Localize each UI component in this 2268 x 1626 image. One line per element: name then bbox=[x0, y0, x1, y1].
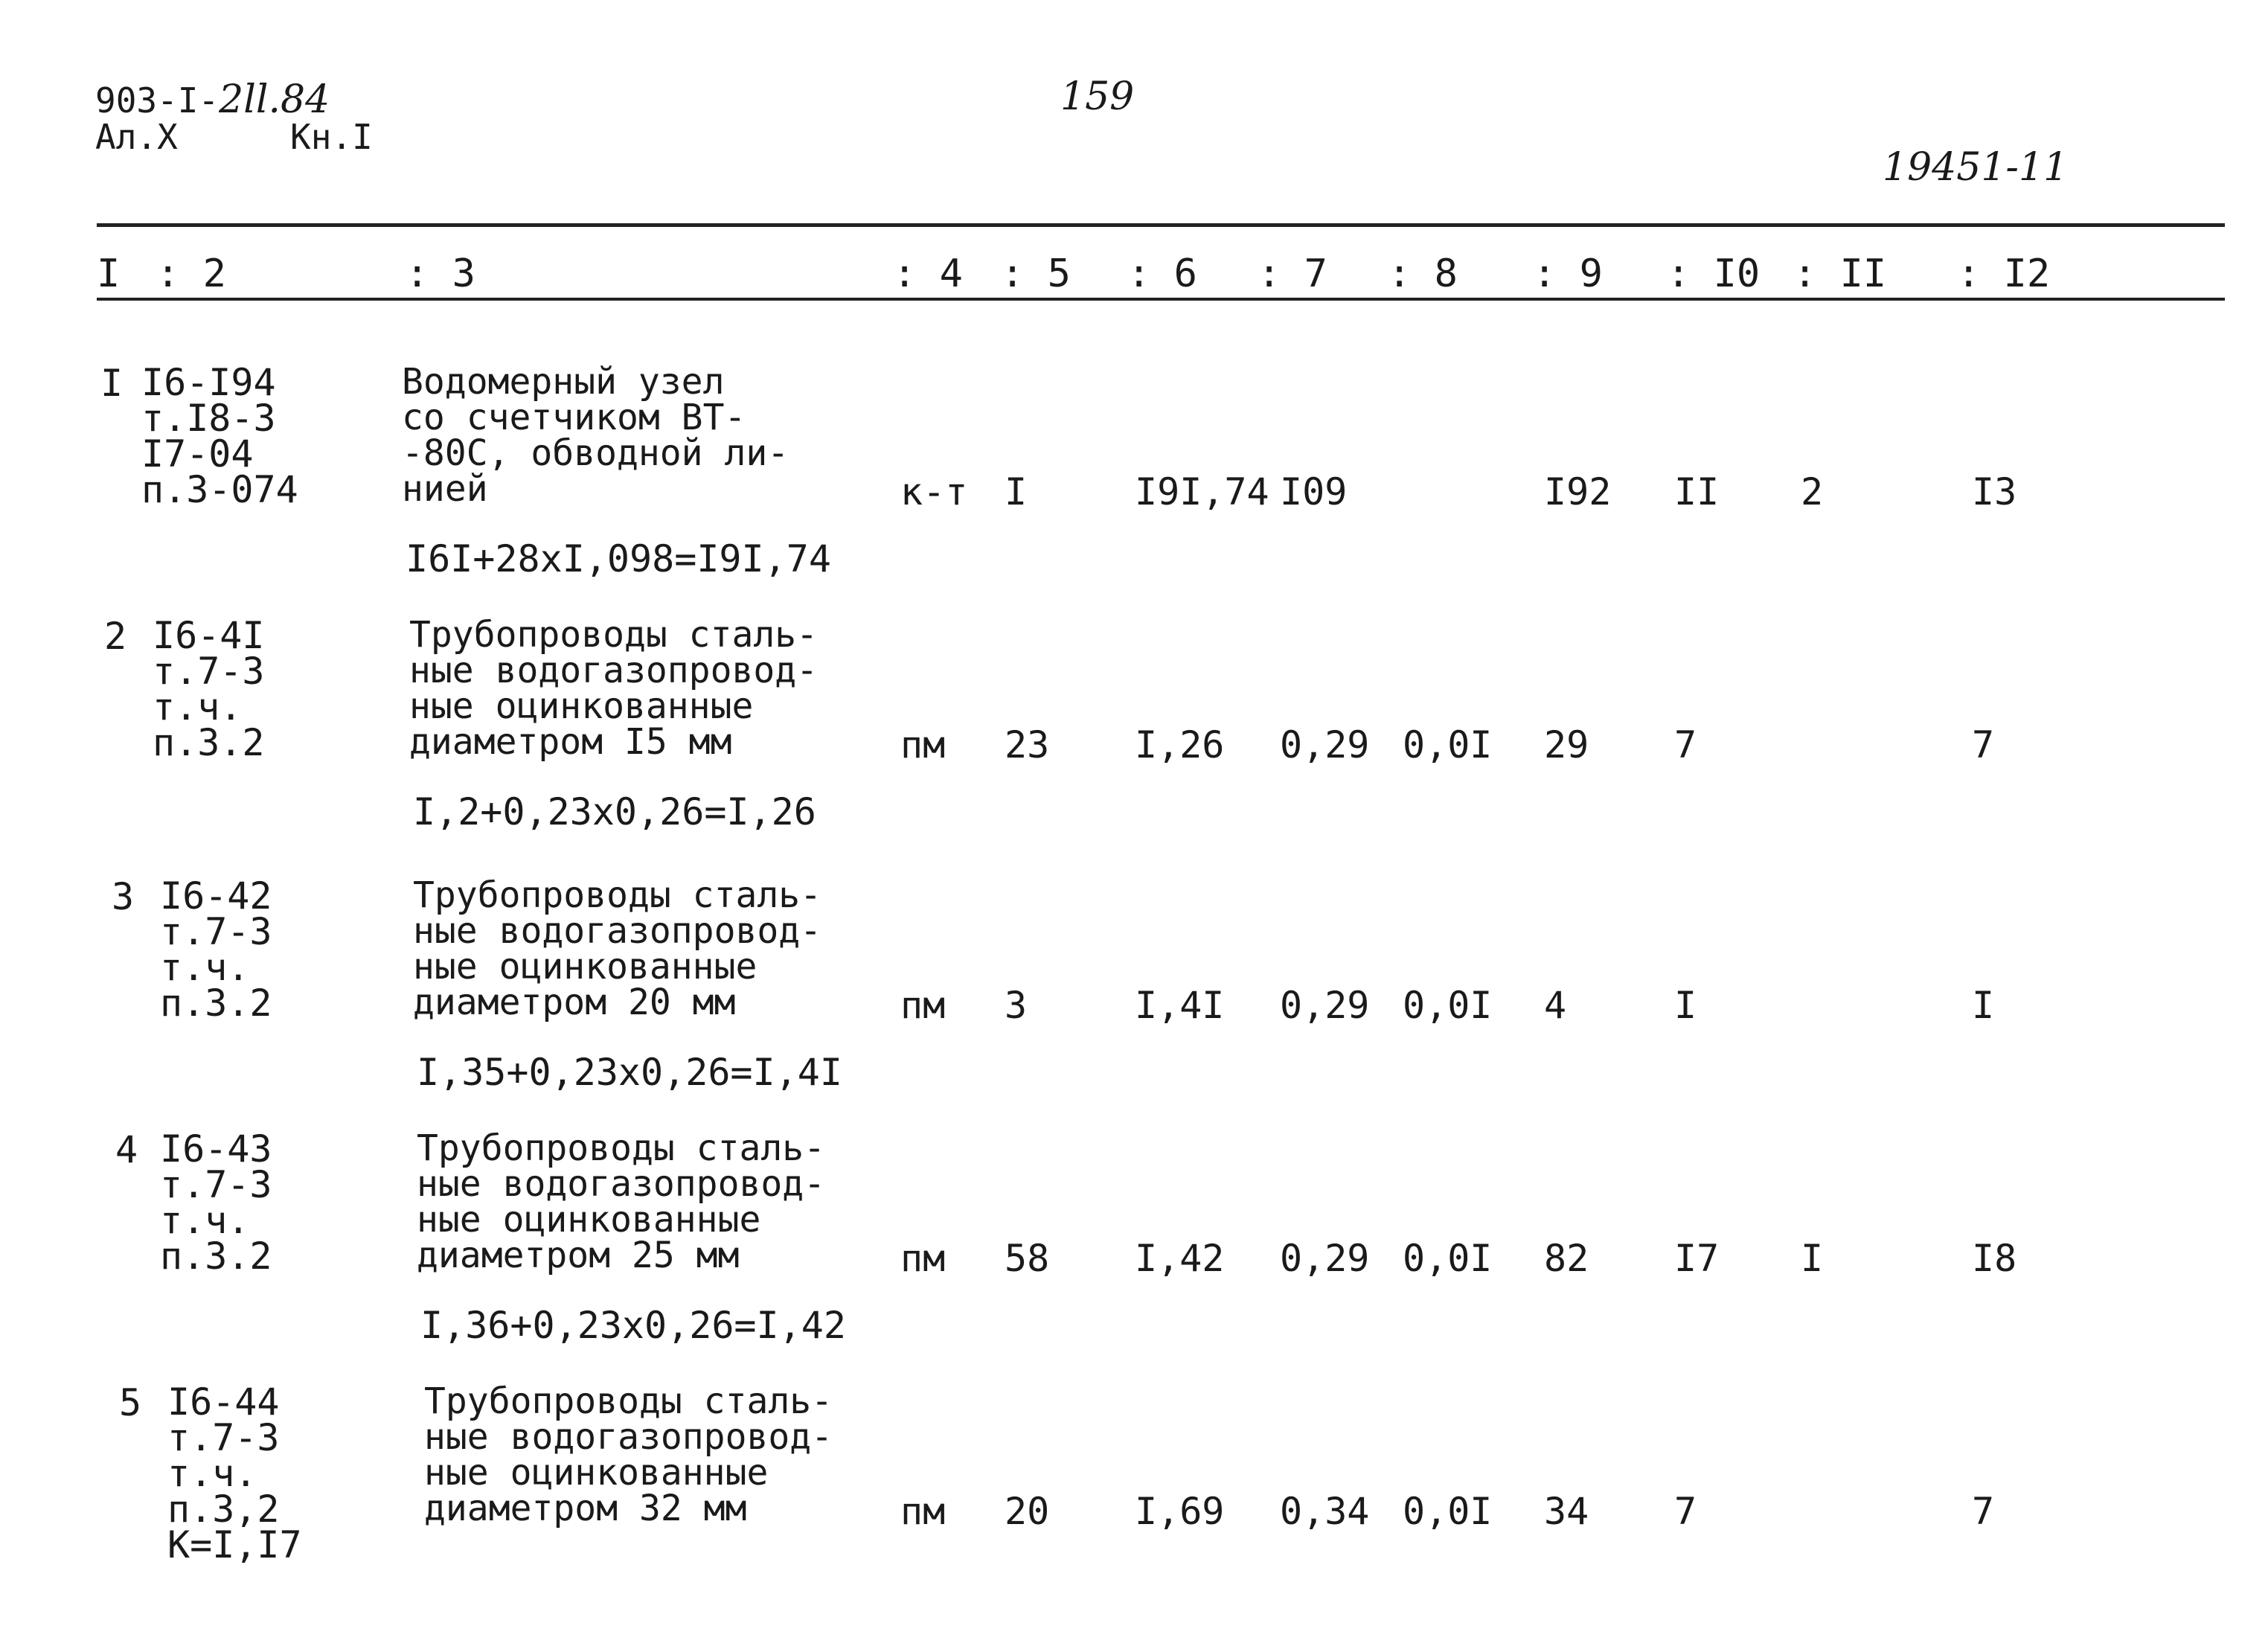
row-number: I bbox=[100, 362, 124, 405]
work-description-line: ные водогазопровод- bbox=[409, 650, 819, 691]
column-7-cell: 0,29 bbox=[1280, 1237, 1370, 1280]
norm-code-line: I6-42 bbox=[160, 874, 272, 918]
norm-code-line: п.3-074 bbox=[141, 468, 298, 511]
work-description-line: со счетчиком ВТ- bbox=[402, 397, 746, 438]
row-number: 2 bbox=[104, 615, 127, 658]
column-11-cell: 2 bbox=[1801, 470, 1824, 513]
column-11-cell: I bbox=[1801, 1237, 1824, 1280]
column-header-11: : II bbox=[1793, 252, 1887, 296]
calculation-formula: I,36+0,23x0,26=I,42 bbox=[420, 1304, 846, 1347]
row-number: 5 bbox=[119, 1381, 142, 1424]
column-9-cell: 34 bbox=[1544, 1490, 1589, 1533]
column-header-10: : I0 bbox=[1667, 252, 1761, 296]
column-header-1: I bbox=[97, 252, 121, 296]
column-5-cell: 20 bbox=[1005, 1490, 1050, 1533]
norm-code-line: т.ч. bbox=[153, 685, 243, 729]
work-description-line: ные водогазопровод- bbox=[424, 1416, 833, 1458]
column-8-cell: 0,0I bbox=[1403, 1237, 1493, 1280]
column-7-cell: 0,29 bbox=[1280, 984, 1370, 1027]
work-description-line: диаметром I5 мм bbox=[409, 721, 732, 763]
page-number: 159 bbox=[1060, 74, 1135, 119]
work-description-line: ные оцинкованные bbox=[424, 1452, 769, 1494]
document-code-prefix: 903-I- bbox=[95, 80, 220, 121]
norm-code-line: I7-04 bbox=[141, 432, 254, 476]
work-description-line: диаметром 32 мм bbox=[424, 1488, 747, 1529]
column-7-cell: 0,29 bbox=[1280, 723, 1370, 766]
column-9-cell: I92 bbox=[1544, 470, 1612, 513]
column-12-cell: 7 bbox=[1972, 1490, 1995, 1533]
column-12-cell: 7 bbox=[1972, 723, 1995, 766]
unit-cell: пм bbox=[900, 1237, 946, 1280]
norm-code-line: т.ч. bbox=[160, 946, 250, 989]
norm-code-line: т.ч. bbox=[167, 1452, 257, 1495]
column-9-cell: 82 bbox=[1544, 1237, 1589, 1280]
column-header-6: : 6 bbox=[1127, 252, 1197, 296]
norm-code-line: I6-4I bbox=[153, 614, 265, 657]
unit-cell: пм bbox=[900, 1490, 946, 1533]
calculation-formula: I,35+0,23x0,26=I,4I bbox=[417, 1051, 842, 1094]
column-10-cell: 7 bbox=[1674, 1490, 1697, 1533]
column-header-5: : 5 bbox=[1001, 252, 1071, 296]
work-description-line: -80С, обводной ли- bbox=[402, 432, 789, 474]
column-5-cell: I bbox=[1005, 470, 1028, 513]
work-description-line: нией bbox=[402, 468, 488, 510]
column-8-cell: 0,0I bbox=[1403, 723, 1493, 766]
norm-code-line: п.3.2 bbox=[160, 1235, 272, 1278]
norm-code-line: т.7-3 bbox=[167, 1416, 280, 1459]
row-number: 3 bbox=[112, 875, 135, 918]
column-10-cell: I7 bbox=[1674, 1237, 1720, 1280]
book-label: Кн.I bbox=[290, 117, 373, 157]
unit-cell: пм bbox=[900, 984, 946, 1027]
document-code bbox=[95, 77, 330, 122]
row-number: 4 bbox=[115, 1128, 138, 1171]
column-10-cell: I bbox=[1674, 984, 1697, 1027]
column-header-4: : 4 bbox=[893, 252, 963, 296]
norm-code-line: п.3,2 bbox=[167, 1488, 280, 1531]
column-8-cell: 0,0I bbox=[1403, 984, 1493, 1027]
column-5-cell: 58 bbox=[1005, 1237, 1050, 1280]
norm-code-line: п.3.2 bbox=[160, 982, 272, 1025]
column-header-9: : 9 bbox=[1533, 252, 1603, 296]
column-8-cell: 0,0I bbox=[1403, 1490, 1493, 1533]
column-12-cell: I8 bbox=[1972, 1237, 2017, 1280]
work-description-line: ные оцинкованные bbox=[417, 1199, 761, 1241]
unit-cell: пм bbox=[900, 723, 946, 766]
album-label: Ал.X bbox=[95, 117, 178, 157]
column-header-3: : 3 bbox=[406, 252, 475, 296]
norm-code-line: п.3.2 bbox=[153, 721, 265, 764]
column-header-2: : 2 bbox=[156, 252, 226, 296]
column-header-12: : I2 bbox=[1957, 252, 2051, 296]
top-rule bbox=[97, 223, 2225, 227]
column-9-cell: 4 bbox=[1544, 984, 1567, 1027]
column-5-cell: 3 bbox=[1005, 984, 1028, 1027]
column-7-cell: 0,34 bbox=[1280, 1490, 1370, 1533]
register-number: 19451-11 bbox=[1883, 145, 2069, 190]
column-10-cell: II bbox=[1674, 470, 1720, 513]
column-9-cell: 29 bbox=[1544, 723, 1589, 766]
work-description-line: диаметром 20 мм bbox=[413, 982, 736, 1023]
norm-code-line: т.I8-3 bbox=[141, 397, 276, 440]
work-description-line: диаметром 25 мм bbox=[417, 1235, 740, 1276]
work-description-line: Трубопроводы сталь- bbox=[409, 614, 819, 656]
column-10-cell: 7 bbox=[1674, 723, 1697, 766]
column-12-cell: I3 bbox=[1972, 470, 2017, 513]
norm-code-line: т.7-3 bbox=[160, 1163, 272, 1206]
column-6-cell: I,26 bbox=[1135, 723, 1225, 766]
work-description-line: ные водогазопровод- bbox=[417, 1163, 826, 1205]
column-6-cell: I,4I bbox=[1135, 984, 1225, 1027]
document-code-handwritten: 2ll.84 bbox=[219, 77, 330, 122]
work-description-line: ные водогазопровод- bbox=[413, 910, 822, 952]
column-5-cell: 23 bbox=[1005, 723, 1050, 766]
work-description-line: Трубопроводы сталь- bbox=[413, 874, 822, 916]
norm-code-line: т.ч. bbox=[160, 1199, 250, 1242]
norm-code-line: I6-44 bbox=[167, 1380, 280, 1424]
column-7-cell: I09 bbox=[1280, 470, 1348, 513]
header-rule bbox=[97, 298, 2225, 301]
column-6-cell: I,69 bbox=[1135, 1490, 1225, 1533]
column-6-cell: I9I,74 bbox=[1135, 470, 1269, 513]
unit-cell: к-т bbox=[900, 470, 968, 513]
work-description-line: Трубопроводы сталь- bbox=[417, 1127, 826, 1169]
norm-code-line: I6-I94 bbox=[141, 361, 276, 404]
column-header-7: : 7 bbox=[1258, 252, 1327, 296]
work-description-line: Водомерный узел bbox=[402, 361, 725, 403]
column-6-cell: I,42 bbox=[1135, 1237, 1225, 1280]
column-header-8: : 8 bbox=[1388, 252, 1458, 296]
calculation-formula: I,2+0,23x0,26=I,26 bbox=[413, 790, 816, 833]
work-description-line: Трубопроводы сталь- bbox=[424, 1380, 833, 1422]
norm-code-line: т.7-3 bbox=[160, 910, 272, 953]
column-12-cell: I bbox=[1972, 984, 1995, 1027]
norm-code-line: К=I,I7 bbox=[167, 1523, 302, 1566]
calculation-formula: I6I+28xI,098=I9I,74 bbox=[406, 537, 831, 580]
norm-code-line: т.7-3 bbox=[153, 650, 265, 693]
norm-code-line: I6-43 bbox=[160, 1127, 272, 1171]
work-description-line: ные оцинкованные bbox=[409, 685, 754, 727]
work-description-line: ные оцинкованные bbox=[413, 946, 757, 988]
